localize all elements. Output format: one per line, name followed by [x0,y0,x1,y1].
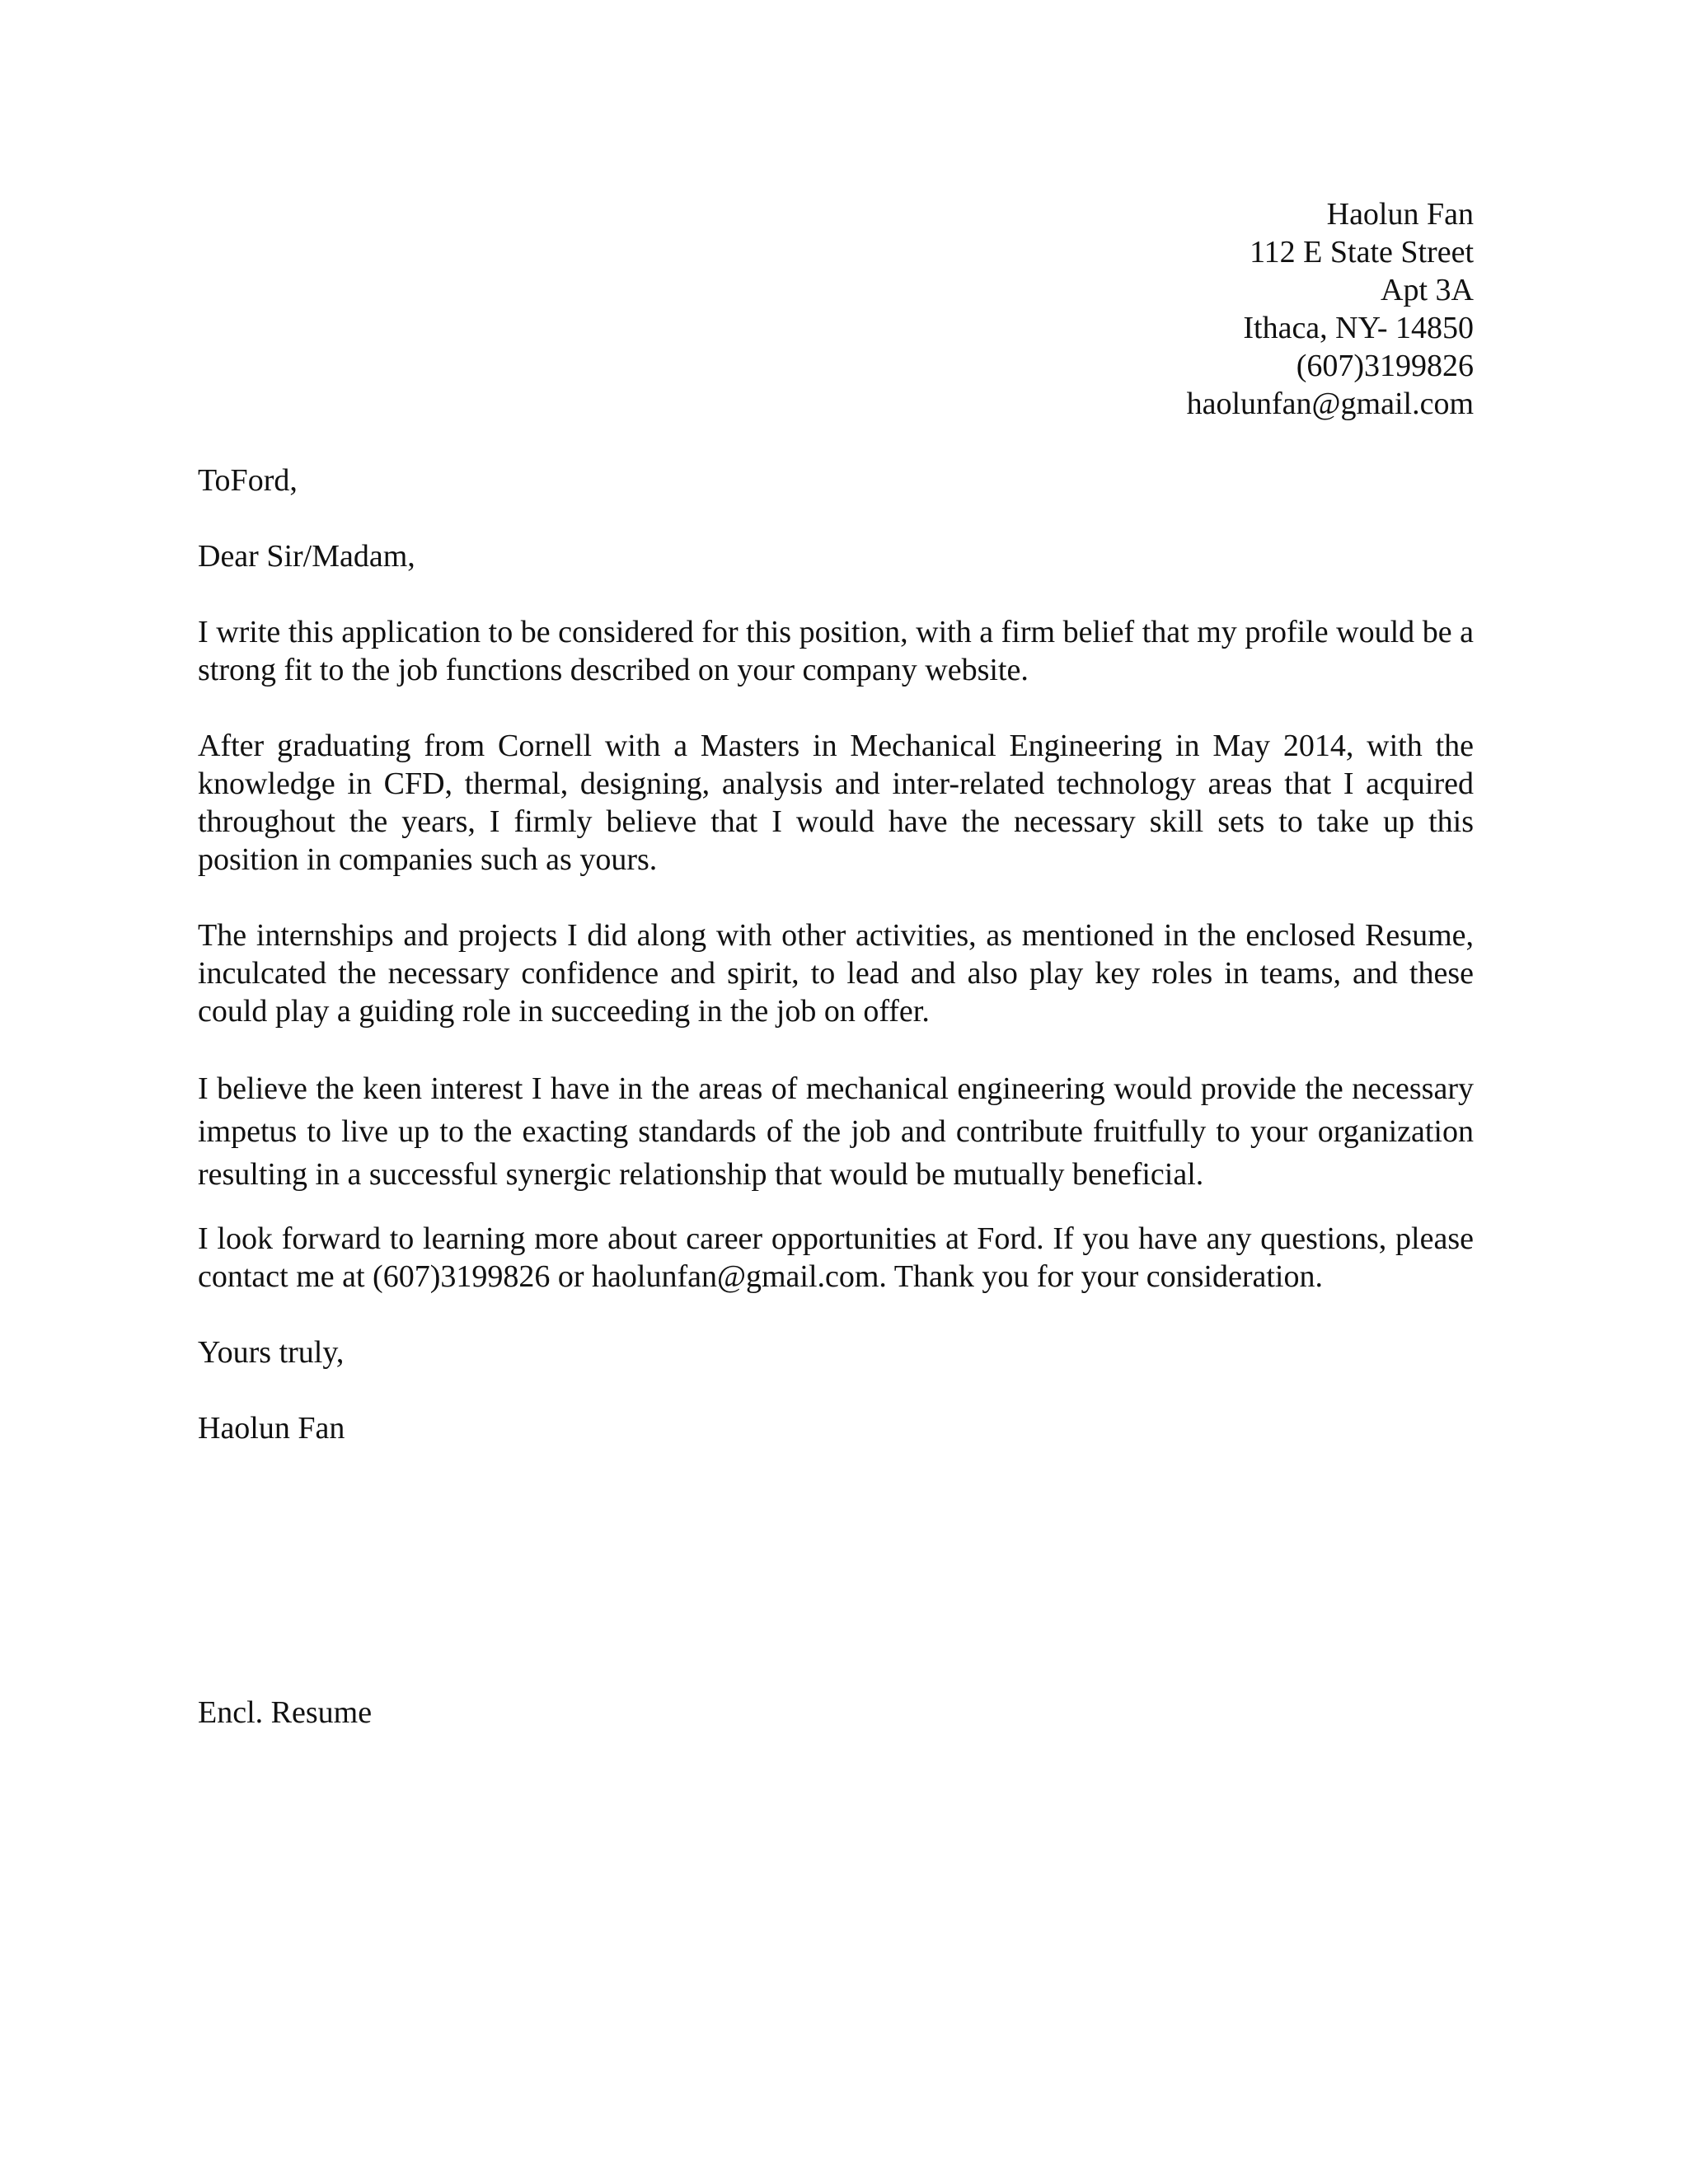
signature-name: Haolun Fan [198,1411,345,1446]
sender-phone: (607)3199826 [1296,349,1474,383]
paragraph-experience: The internships and projects I did along with other activities, as mentioned in the enclosed Resume, inculcated the necessary confidence and spirit, to lead and also play key roles in teams, and these could play a guiding role in succeeding in the job on offer. [198,918,1474,1029]
sender-name: Haolun Fan [1326,197,1474,232]
sender-street: 112 E State Street [1250,235,1474,269]
sender-apartment: Apt 3A [1381,273,1474,307]
paragraph-contact: I look forward to learning more about career opportunities at Ford. If you have any questions, please contact me at (607)3199826 or haolunfan@gmail.com. Thank you for your consideration. [198,1221,1474,1294]
salutation: Dear Sir/Madam, [198,539,415,574]
sender-address-block [1187,195,1474,423]
sender-city-state-zip: Ithaca, NY- 14850 [1243,311,1474,345]
paragraph-introduction: I write this application to be considered for this position, with a firm belief that my profile would be a strong fit to the job functions described on your company website. [198,615,1474,687]
paragraph-interest: I believe the keen interest I have in the areas of mechanical engineering would provide the necessary impetus to live up to the exacting standards of the job and contribute fruitfully to your organization resulting in a successful synergic relationship that would be mutually beneficial. [198,1071,1474,1192]
sender-email: haolunfan@gmail.com [1186,387,1474,421]
paragraph-education: After graduating from Cornell with a Masters in Mechanical Engineering in May 2014, with the knowledge in CFD, thermal, designing, analysis and inter-related technology areas that I acquired throughout the years, I firmly believe that I would have the necessary skill sets to take up this position in companies such as yours. [198,729,1474,877]
enclosure-note: Encl. Resume [198,1695,373,1730]
closing: Yours truly, [198,1335,345,1370]
recipient-line: ToFord, [198,463,298,498]
